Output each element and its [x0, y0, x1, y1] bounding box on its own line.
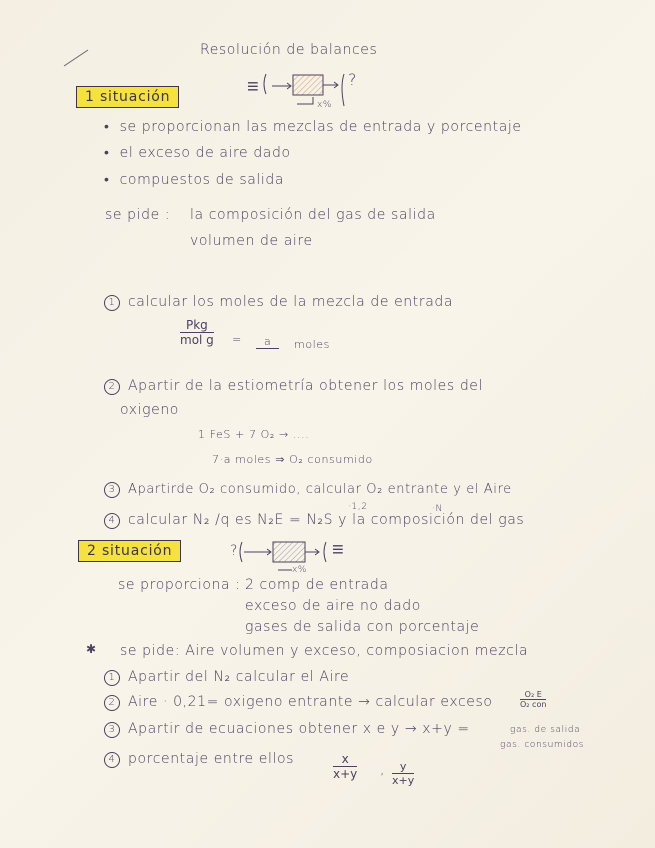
diagram-input: ?	[230, 543, 239, 559]
exceso-fraction	[520, 690, 546, 709]
equals-sign: =	[232, 333, 242, 346]
reaction-equation: 1 FeS + 7 O₂ → ....	[198, 428, 310, 441]
fraction-denominator: O₂ con	[520, 700, 547, 709]
step-3	[104, 721, 470, 738]
gas-note: gas. consumidos	[500, 740, 585, 750]
step-text: Aire · 0,21= oxigeno entrante → calcular exceso	[128, 694, 493, 710]
step-number: 2	[104, 695, 120, 711]
moles-value: a	[256, 335, 279, 349]
diagram-excess: x%	[292, 565, 308, 575]
se-pide-item: volumen de aire	[190, 233, 313, 249]
bullet-text: compuestos de salida	[119, 172, 285, 188]
bullet-3: • compuestos de salida	[104, 172, 285, 188]
bullet-2: • el exceso de aire dado	[104, 145, 291, 161]
step-text: Apartir de la estiometría obtener los moles del	[128, 378, 484, 394]
proporciona-item: gases de salida con porcentaje	[245, 619, 480, 635]
step-4	[104, 751, 294, 768]
step-text: Apartirde O₂ consumido, calcular O₂ entrante y el Aire	[128, 482, 512, 497]
diagram-output: ≡	[332, 537, 345, 561]
step-text: calcular los moles de la mezcla de entrada	[128, 294, 454, 310]
bullet-1: • se proporcionan las mezclas de entrada y porcentaje	[104, 119, 522, 135]
percent-fraction-y	[392, 760, 414, 787]
step-number: 3	[104, 482, 120, 498]
separator: ,	[380, 762, 386, 778]
step-number: 3	[104, 722, 120, 738]
star-mark: ✱	[86, 642, 97, 656]
step-1	[104, 294, 453, 311]
oxygen-consumed: 7·a moles ⇒ O₂ consumido	[212, 453, 373, 466]
diagram-excess: x%	[317, 100, 333, 110]
step-4	[104, 512, 524, 529]
bullet-text: se proporcionan las mezclas de entrada y porcentaje	[119, 119, 522, 135]
proporciona-item: exceso de aire no dado	[245, 598, 421, 614]
section-2-label: 2 situación	[78, 540, 181, 562]
annotation: ·1,2	[348, 502, 368, 512]
step-text: Apartir del N₂ calcular el Aire	[128, 669, 350, 685]
step-text: porcentaje entre ellos	[128, 751, 295, 767]
formula-moles	[180, 318, 214, 347]
step-number: 1	[104, 670, 120, 686]
fraction-denominator: x+y	[392, 774, 415, 787]
fraction-numerator: Pkg	[180, 318, 214, 333]
step-number: 1	[104, 295, 120, 311]
step-text: calcular N₂ /q es N₂E = N₂S y la composición del gas	[128, 512, 525, 528]
step-3	[104, 482, 512, 498]
fraction-numerator: y	[392, 760, 414, 774]
se-proporciona-label: se proporciona :	[118, 577, 241, 593]
annotation: ·N	[432, 504, 443, 514]
step-2	[104, 694, 493, 711]
step-number: 2	[104, 379, 120, 395]
step-number: 4	[104, 513, 120, 529]
percent-fraction-x	[333, 752, 357, 781]
fraction-numerator: x	[333, 752, 357, 767]
bullet-text: el exceso de aire dado	[119, 145, 291, 161]
moles-unit: moles	[294, 338, 330, 351]
pen-mark	[62, 48, 92, 68]
step-text: Apartir de ecuaciones obtener x e y → x+y =	[128, 721, 470, 737]
step-2	[104, 378, 483, 395]
step-text-cont: oxigeno	[120, 402, 179, 418]
page-title: Resolución de balances	[200, 42, 378, 58]
diagram-output: ?	[348, 70, 358, 89]
fraction-denominator: x+y	[333, 767, 358, 781]
gas-note: gas. de salida	[510, 725, 581, 735]
fraction-denominator: mol g	[180, 333, 214, 347]
se-pide-2: se pide: Aire volumen y exceso, composiacion mezcla	[120, 643, 529, 659]
se-pide-label: se pide :	[105, 207, 171, 223]
se-pide-item: la composición del gas de salida	[190, 207, 436, 223]
step-1	[104, 669, 349, 686]
section-1-label: 1 situación	[76, 86, 179, 108]
diagram-input: ≡	[247, 74, 260, 98]
fraction-numerator: O₂ E	[520, 690, 546, 700]
step-number: 4	[104, 752, 120, 768]
proporciona-item: 2 comp de entrada	[245, 577, 389, 593]
